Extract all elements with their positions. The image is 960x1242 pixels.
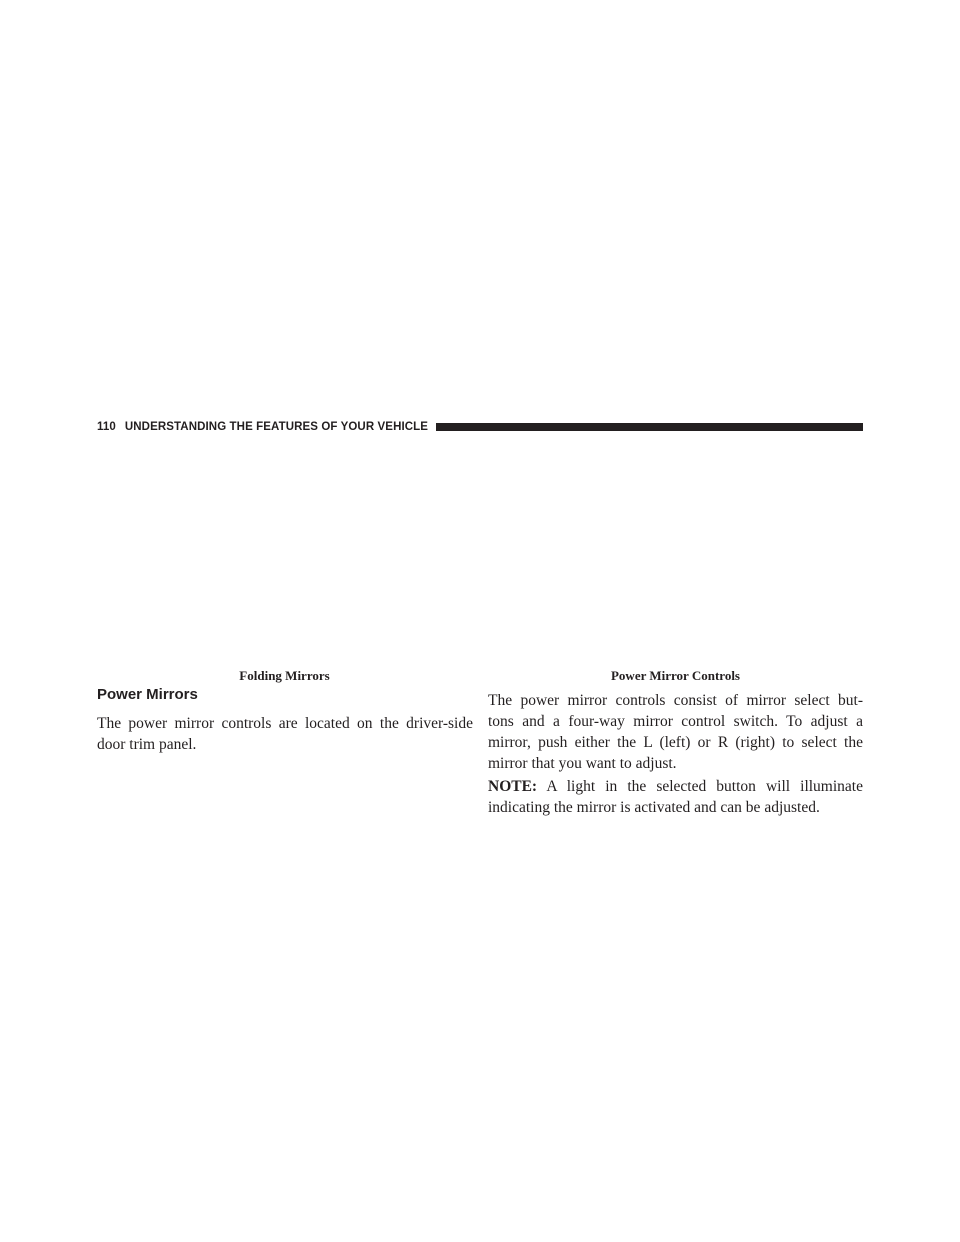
text-line: The power mirror controls are located on the driver-side (97, 715, 473, 732)
section-heading: Power Mirrors (97, 686, 198, 703)
note-label: NOTE: (488, 778, 538, 795)
page-header (97, 419, 863, 435)
text-line (488, 776, 863, 797)
figure-caption-folding-mirrors: Folding Mirrors (239, 668, 330, 683)
figure-caption-power-mirror-controls: Power Mirror Controls (610, 668, 740, 683)
header-rule (436, 423, 863, 431)
text-line: indicating the mirror is activated and can be adjusted. (488, 799, 820, 816)
controls-paragraph (488, 690, 863, 774)
text-line: mirror, push either the L (left) or R (right) to select the (488, 734, 863, 751)
intro-paragraph (97, 713, 473, 755)
text-line: tons and a four-way mirror control switch. To adjust a (488, 713, 863, 730)
note-paragraph (488, 776, 863, 818)
text-line: door trim panel. (97, 736, 197, 753)
text-line: mirror that you want to adjust. (488, 755, 677, 772)
section-title: UNDERSTANDING THE FEATURES OF YOUR VEHICLE (124, 421, 429, 433)
text-line: The power mirror controls consist of mirror select but- (488, 692, 863, 709)
note-text: A light in the selected button will illuminate (546, 778, 863, 795)
page-number: 110 (97, 421, 116, 433)
